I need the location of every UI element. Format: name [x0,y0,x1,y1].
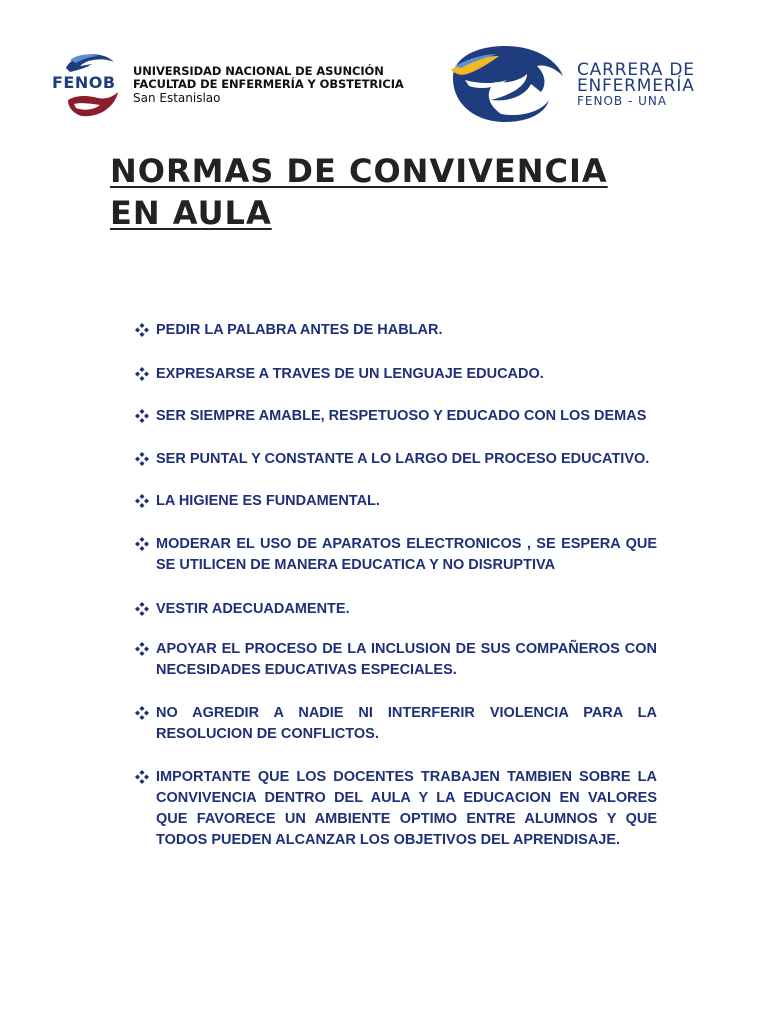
faculty-name: FACULTAD DE ENFERMERÍA Y OBSTETRICIA [133,77,404,91]
carrera-text [577,62,695,108]
list-item [134,449,657,470]
norm-text: PEDIR LA PALABRA ANTES DE HABLAR. [156,322,443,338]
four-diamond-bullet-icon [134,705,150,721]
list-item [134,491,657,512]
norm-text: EXPRESARSE A TRAVES DE UN LENGUAJE EDUCADO. [156,366,544,382]
list-item [134,599,657,620]
carrera-logo [445,44,570,122]
norm-text: SER SIEMPRE AMABLE, RESPETUOSO Y EDUCADO CON LOS DEMAS [156,408,647,424]
carrera-line-3: FENOB - UNA [577,94,668,108]
list-item [134,639,657,681]
list-item [134,534,657,576]
list-item [134,320,657,341]
title-line-2: EN AULA [110,194,272,232]
four-diamond-bullet-icon [134,366,150,382]
document-header [0,0,768,130]
fenob-institution-text [133,65,404,106]
fenob-mark: FENOB [52,73,116,92]
four-diamond-bullet-icon [134,601,150,617]
norm-text: IMPORTANTE QUE LOS DOCENTES TRABAJEN TAMBIEN SOBRE LA CONVIVENCIA DENTRO DEL AULA Y LA EDUCACION EN VALORES QUE FAVORECE UN AMBIENTE OPTIMO ENTRE ALUMNOS Y QUE TODOS PUEDEN ALCANZAR LOS OBJETIVOS DEL APRENDISAJE. [156,769,657,848]
norm-text: VESTIR ADECUADAMENTE. [156,601,350,617]
norm-text: LA HIGIENE ES FUNDAMENTAL. [156,493,380,509]
list-item [134,703,657,745]
norm-text: APOYAR EL PROCESO DE LA INCLUSION DE SUS COMPAÑEROS CON NECESIDADES EDUCATIVAS ESPECIALES. [156,641,657,678]
norm-text: NO AGREDIR A NADIE NI INTERFERIR VIOLENCIA PARA LA RESOLUCION DE CONFLICTOS. [156,705,657,742]
norm-text: MODERAR EL USO DE APARATOS ELECTRONICOS , SE ESPERA QUE SE UTILICEN DE MANERA EDUCATICA Y NO DISRUPTIVA [156,536,657,573]
four-diamond-bullet-icon [134,641,150,657]
campus-name: San Estanislao [133,91,221,105]
list-item [134,406,657,427]
four-diamond-bullet-icon [134,322,150,338]
list-item [134,767,657,851]
carrera-line-2: ENFERMERÍA [577,76,695,96]
fenob-logo [52,48,132,120]
university-name: UNIVERSIDAD NACIONAL DE ASUNCIÓN [133,64,384,78]
four-diamond-bullet-icon [134,408,150,424]
norms-list [134,300,657,851]
carrera-line-1: CARRERA DE [577,60,695,80]
page-title [110,150,670,234]
carrera-emblem-icon [445,44,570,122]
four-diamond-bullet-icon [134,451,150,467]
four-diamond-bullet-icon [134,536,150,552]
list-item [134,364,657,385]
norm-text: SER PUNTAL Y CONSTANTE A LO LARGO DEL PROCESO EDUCATIVO. [156,451,650,467]
four-diamond-bullet-icon [134,493,150,509]
four-diamond-bullet-icon [134,769,150,785]
title-line-1: NORMAS DE CONVIVENCIA [110,152,608,190]
